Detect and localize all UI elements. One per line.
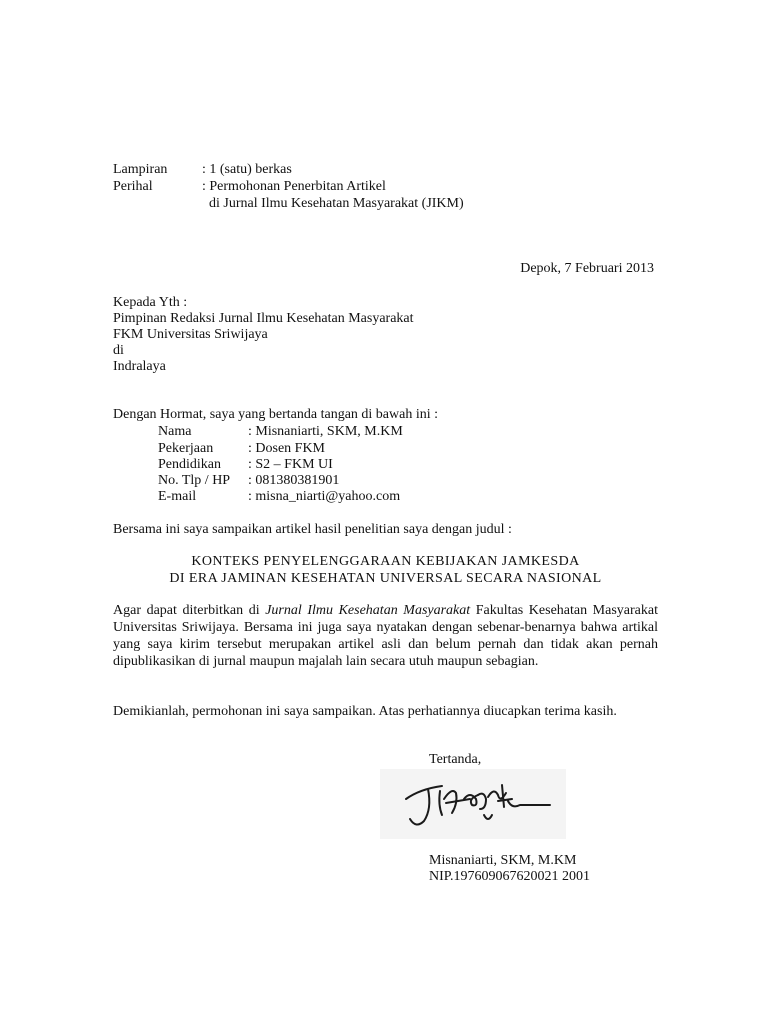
date-place: Depok, 7 Februari 2013 <box>520 261 654 276</box>
identity-value: : 081380381901 <box>248 473 340 488</box>
body-paragraph-2: Demikianlah, permohonan ini saya sampaikan. Atas perhatiannya diucapkan terima kasih. <box>113 704 617 719</box>
identity-label: Pendidikan <box>158 457 221 472</box>
recipient-salutation: Kepada Yth : <box>113 295 188 310</box>
recipient-line-2: FKM Universitas Sriwijaya <box>113 327 268 342</box>
signature-image <box>380 769 566 839</box>
identity-value: : Misnaniarti, SKM, M.KM <box>248 424 403 439</box>
intro-line: Bersama ini saya sampaikan artikel hasil penelitian saya dengan judul : <box>113 522 512 537</box>
article-title-line-1: KONTEKS PENYELENGGARAAN KEBIJAKAN JAMKESDA <box>191 554 580 569</box>
lampiran-label: Lampiran <box>113 162 168 177</box>
recipient-line-4: Indralaya <box>113 359 166 374</box>
identity-row <box>158 440 325 457</box>
article-title-line-2: DI ERA JAMINAN KESEHATAN UNIVERSAL SECARA NASIONAL <box>169 571 602 586</box>
signature-icon <box>380 769 566 839</box>
body-p1-after: Fakultas Kesehatan Masyarakat Universitas Sriwijaya. Bersama ini juga saya nyatakan dengan sebenar-benarnya bahwa artikal yang saya kirim tersebut merupakan artikel asli dan belum pernah dan tidak akan pernah dipublikasikan di jurnal maupun majalah lain secara utuh maupun sebagian. <box>113 603 658 669</box>
body-p1-before: Agar dapat diterbitkan di <box>113 603 266 618</box>
identity-label: Nama <box>158 424 192 439</box>
identity-row <box>158 456 333 473</box>
tertanda-label: Tertanda, <box>429 752 482 767</box>
body-paragraph-1 <box>113 602 658 670</box>
identity-row <box>158 423 403 440</box>
perihal-value-1: : Permohonan Penerbitan Artikel <box>202 179 386 194</box>
recipient-line-3: di <box>113 343 124 358</box>
lampiran-value: : 1 (satu) berkas <box>202 162 292 177</box>
perihal-label: Perihal <box>113 179 153 194</box>
identity-row <box>158 488 400 505</box>
signatory-nip: NIP.197609067620021 2001 <box>429 869 591 884</box>
identity-value: : S2 – FKM UI <box>248 457 333 472</box>
identity-label: Pekerjaan <box>158 441 214 456</box>
identity-label: No. Tlp / HP <box>158 473 231 488</box>
perihal-row <box>113 178 386 195</box>
recipient-line-1: Pimpinan Redaksi Jurnal Ilmu Kesehatan Masyarakat <box>113 311 414 326</box>
identity-value: : misna_niarti@yahoo.com <box>248 489 401 504</box>
perihal-value-2: di Jurnal Ilmu Kesehatan Masyarakat (JIKM) <box>209 196 464 211</box>
opening-line: Dengan Hormat, saya yang bertanda tangan di bawah ini : <box>113 407 439 422</box>
identity-value: : Dosen FKM <box>248 441 326 456</box>
identity-label: E-mail <box>158 489 197 504</box>
lampiran-row <box>113 161 292 178</box>
journal-name: Jurnal Ilmu Kesehatan Masyarakat <box>265 603 471 618</box>
identity-row <box>158 472 339 489</box>
signatory-name: Misnaniarti, SKM, M.KM <box>429 853 577 868</box>
